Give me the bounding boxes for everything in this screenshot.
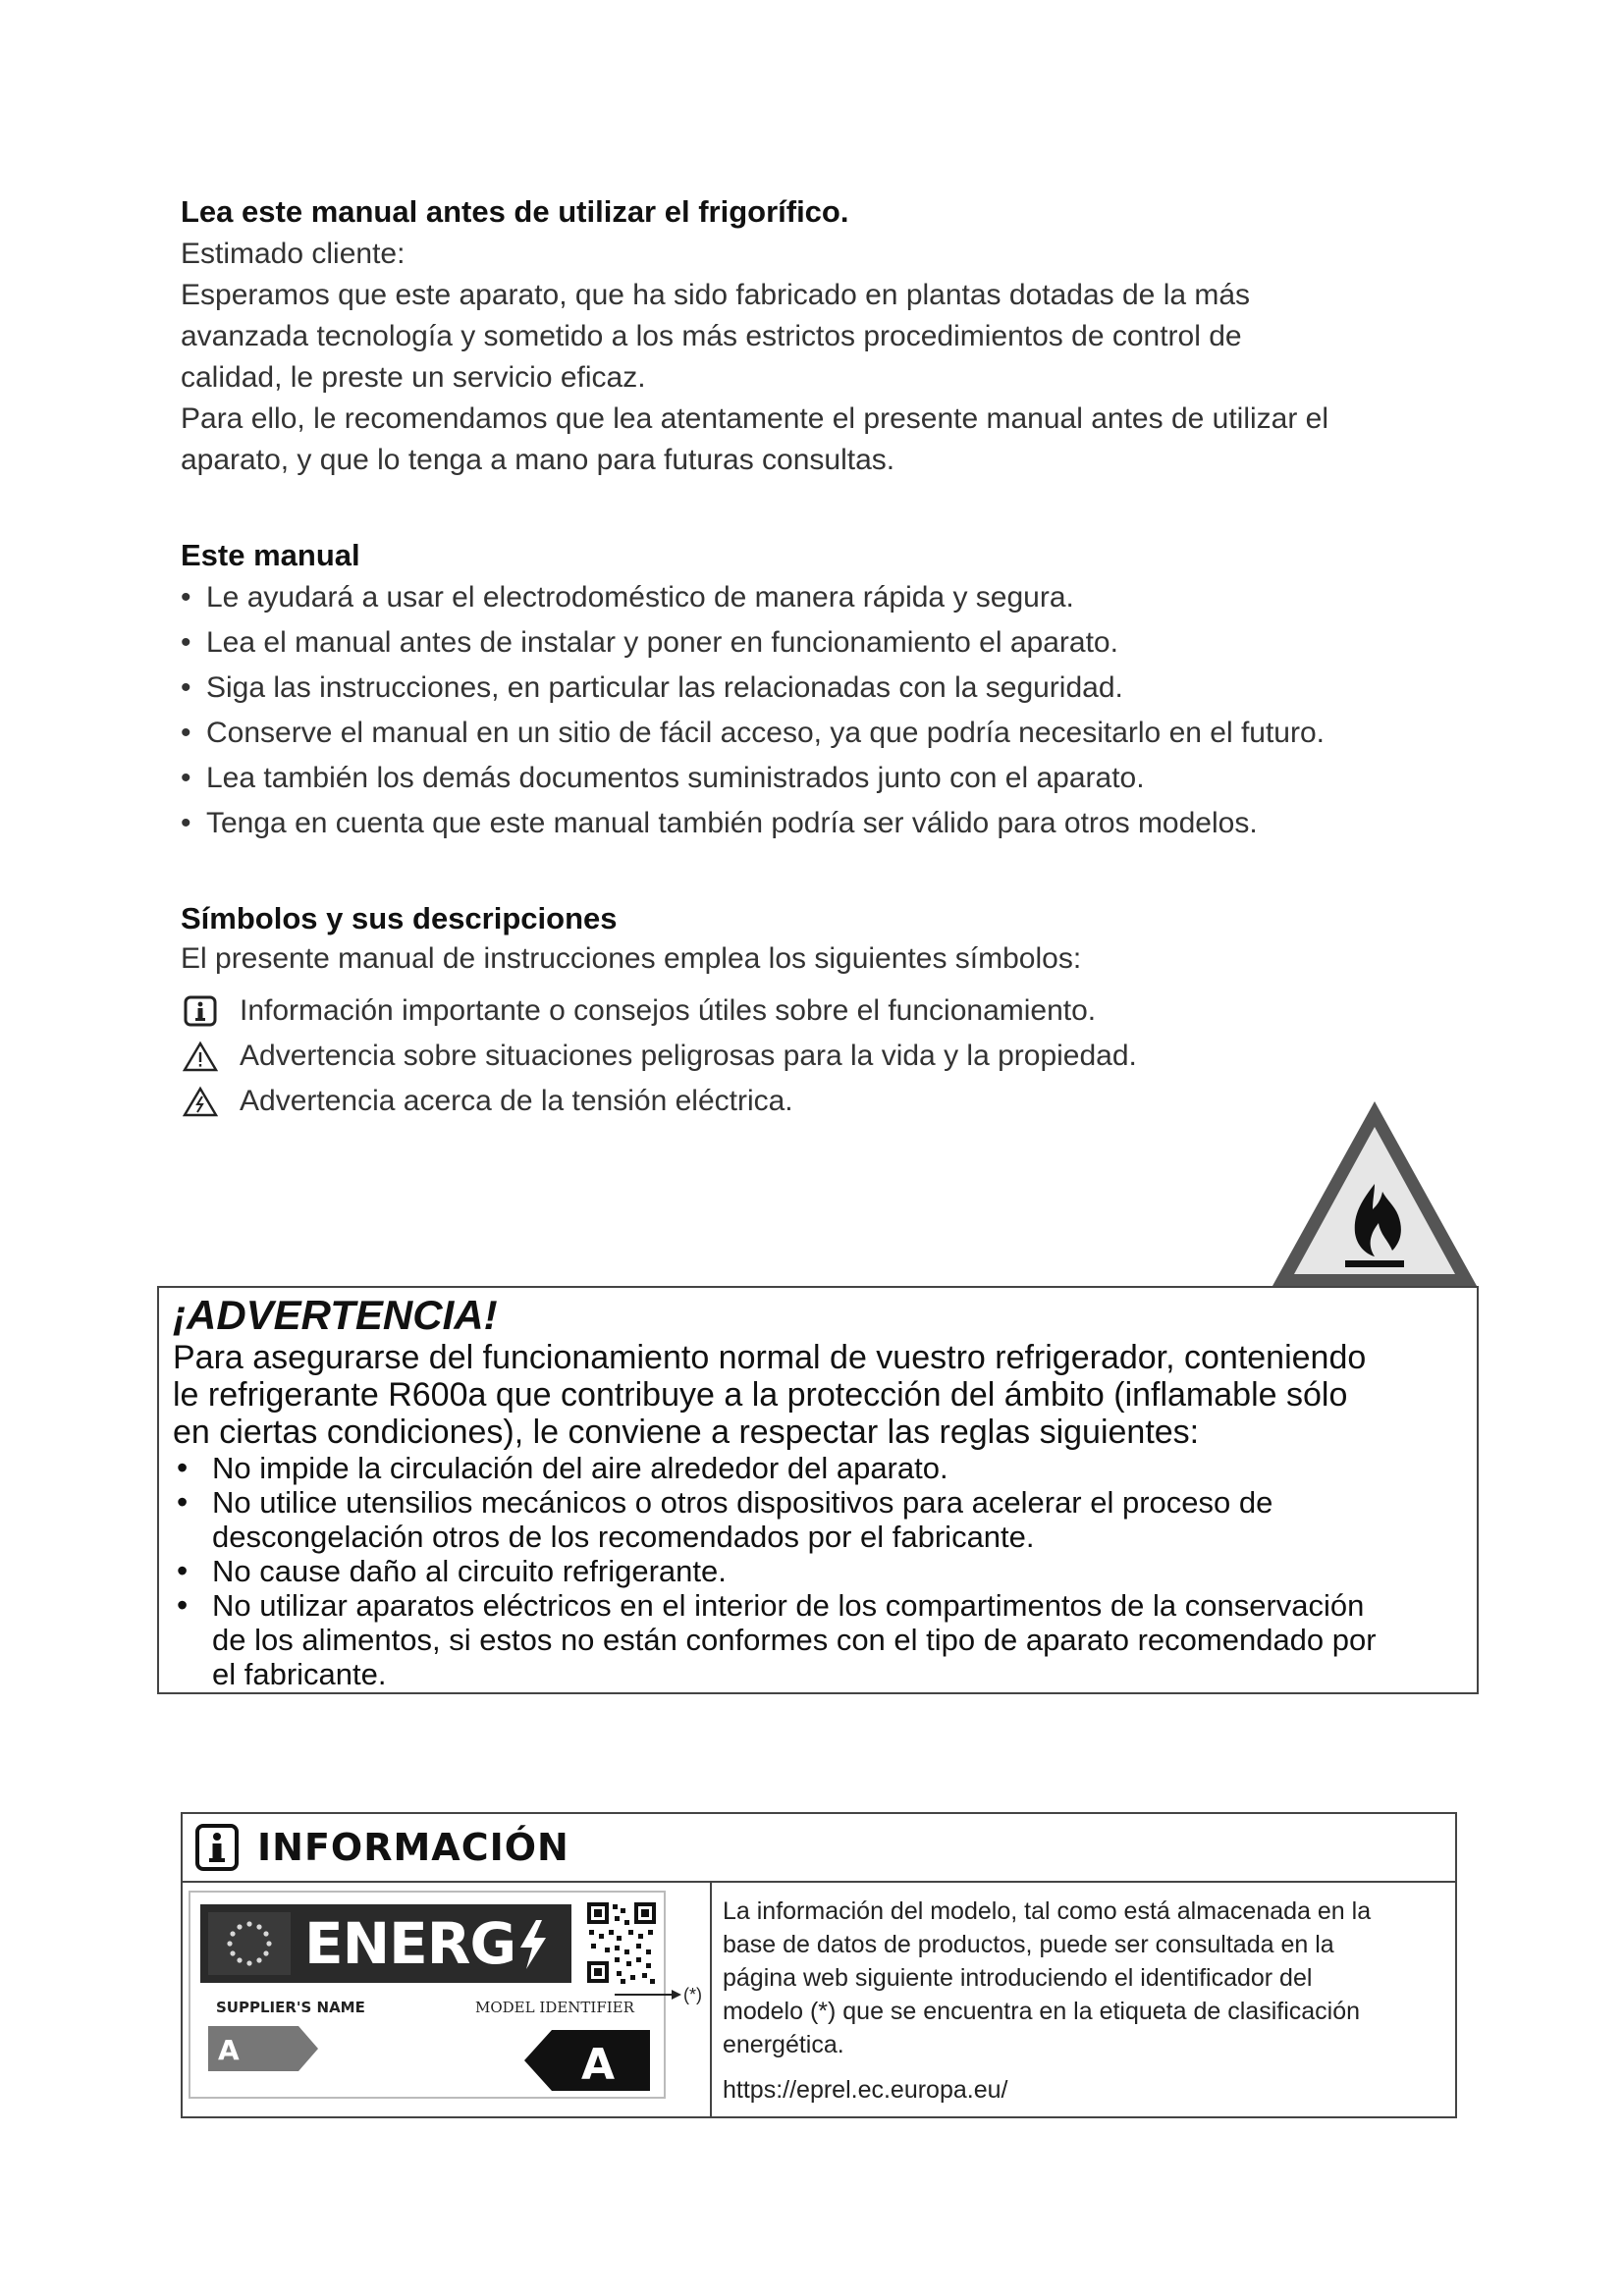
intro-greeting: Estimado cliente:	[181, 238, 406, 270]
energy-class-big: A	[581, 2040, 616, 2090]
warning-intro	[173, 1339, 1463, 1451]
symbol-warning-text: Advertencia sobre situaciones peligrosas para la vida y la propiedad.	[240, 1040, 1137, 1072]
text-line: energética.	[723, 2031, 844, 2058]
qr-code-icon	[585, 1900, 658, 1985]
flammable-warning-icon	[1269, 1097, 1481, 1290]
energy-banner	[200, 1904, 571, 1983]
text-line: le refrigerante R600a que contribuye a la protección del ámbito (inflamable sólo	[173, 1376, 1348, 1414]
text-line: Esperamos que este aparato, que ha sido fabricado en plantas dotadas de la más	[181, 279, 1251, 311]
text-line: modelo (*) que se encuentra en la etiqueta de clasificación	[723, 1998, 1361, 2025]
list-item-text: Lea el manual antes de instalar y poner en funcionamiento el aparato.	[206, 626, 1118, 659]
intro-paragraph-2	[181, 399, 1477, 481]
info-text	[723, 1895, 1439, 2107]
list-item-text: Tenga en cuenta que este manual también podría ser válido para otros modelos.	[206, 807, 1258, 839]
energy-label-panel	[183, 1883, 712, 2118]
list-item-text: Siga las instrucciones, en particular las relacionadas con la seguridad.	[206, 671, 1123, 704]
text-line: base de datos de productos, puede ser consultada en la	[723, 1931, 1334, 1958]
text-line: página web siguiente introduciendo el identificador del	[723, 1964, 1313, 1992]
list-item	[181, 756, 1477, 801]
flammable-warning-box	[157, 1286, 1479, 1694]
text-line: descongelación otros de los recomendados por el fabricante.	[212, 1520, 1035, 1554]
bolt-icon	[516, 1918, 550, 1971]
bullet: •	[181, 762, 191, 794]
supplier-name-label: SUPPLIER'S NAME	[216, 1999, 365, 2016]
information-box	[181, 1812, 1457, 2118]
eu-flag-icon	[208, 1912, 291, 1975]
list-item	[173, 1485, 1463, 1554]
intro-section	[181, 192, 1477, 481]
symbols-heading: Símbolos y sus descripciones	[181, 901, 618, 935]
eprel-link[interactable]: https://eprel.ec.europa.eu/	[723, 2076, 1008, 2104]
intro-paragraph-1	[181, 275, 1477, 399]
model-identifier-label: MODEL IDENTIFIER	[475, 1999, 634, 2016]
list-item	[173, 1451, 1463, 1485]
text-line: La información del modelo, tal como está almacenada en la	[723, 1897, 1372, 1925]
text-line: calidad, le preste un servicio eficaz.	[181, 361, 646, 394]
text-line: • No utilizar aparatos eléctricos en el interior de los compartimentos de la conservación	[212, 1588, 1365, 1623]
text-line: • No impide la circulación del aire alrededor del aparato.	[212, 1451, 948, 1485]
symbols-intro: El presente manual de instrucciones emplea los siguientes símbolos:	[181, 942, 1082, 975]
list-item	[181, 801, 1477, 846]
energy-class-small-arrow	[208, 2026, 318, 2071]
intro-heading: Lea este manual antes de utilizar el frigorífico.	[181, 194, 849, 229]
symbol-electric-text: Advertencia acerca de la tensión eléctrica.	[240, 1085, 793, 1117]
info-icon	[194, 1823, 240, 1872]
text-line: Para ello, le recomendamos que lea atentamente el presente manual antes de utilizar el	[181, 402, 1329, 435]
energy-class-big-arrow	[524, 2030, 650, 2091]
pointer-asterisk: (*)	[683, 1985, 702, 2004]
list-item	[181, 620, 1477, 666]
list-item	[173, 1588, 1463, 1691]
list-item	[181, 711, 1477, 756]
text-line: avanzada tecnología y sometido a los más estrictos procedimientos de control de	[181, 320, 1242, 352]
bullet: •	[181, 626, 191, 659]
text-line: el fabricante.	[212, 1657, 387, 1691]
warning-triangle-icon	[181, 1039, 220, 1074]
text-line: de los alimentos, si estos no están conformes con el tipo de aparato recomendado por	[212, 1623, 1377, 1657]
text-line: aparato, y que lo tenga a mano para futuras consultas.	[181, 444, 895, 476]
list-item	[181, 666, 1477, 711]
manual-heading: Este manual	[181, 538, 360, 572]
text-line: • No utilice utensilios mecánicos o otros dispositivos para acelerar el proceso de	[212, 1485, 1273, 1520]
info-title: INFORMACIÓN	[257, 1826, 569, 1869]
bullet: •	[181, 671, 191, 704]
warning-title: ¡ADVERTENCIA!	[173, 1292, 498, 1338]
text-line: Para asegurarse del funcionamiento normal de vuestro refrigerador, conteniendo	[173, 1339, 1367, 1376]
list-item	[173, 1554, 1463, 1588]
list-item	[181, 575, 1477, 620]
symbol-row-warning	[181, 1039, 1137, 1074]
symbols-section	[181, 899, 1477, 980]
manual-section	[181, 536, 1477, 846]
bullet: •	[181, 581, 191, 614]
symbol-row-info	[181, 993, 1096, 1029]
list-item-text: Lea también los demás documentos suministrados junto con el aparato.	[206, 762, 1145, 794]
manual-list	[181, 575, 1477, 846]
info-icon	[181, 993, 220, 1029]
bullet: •	[181, 717, 191, 749]
info-header	[183, 1814, 1455, 1883]
symbol-info-text: Información importante o consejos útiles sobre el funcionamiento.	[240, 994, 1097, 1027]
energy-class-small: A	[218, 2034, 240, 2066]
symbol-row-electric	[181, 1084, 793, 1119]
list-item-text: Le ayudará a usar el electrodoméstico de manera rápida y segura.	[206, 581, 1074, 614]
text-line: • No cause daño al circuito refrigerante.	[212, 1554, 727, 1588]
warning-rules	[173, 1451, 1463, 1691]
energy-label	[189, 1891, 666, 2099]
electric-warning-icon	[181, 1084, 220, 1119]
text-line: en ciertas condiciones), le conviene a respectar las reglas siguientes:	[173, 1414, 1200, 1451]
energy-text: ENERG	[304, 1910, 516, 1977]
bullet: •	[181, 807, 191, 839]
pointer-arrow-icon	[615, 1987, 681, 2002]
list-item-text: Conserve el manual en un sitio de fácil acceso, ya que podría necesitarlo en el futuro.	[206, 717, 1326, 749]
